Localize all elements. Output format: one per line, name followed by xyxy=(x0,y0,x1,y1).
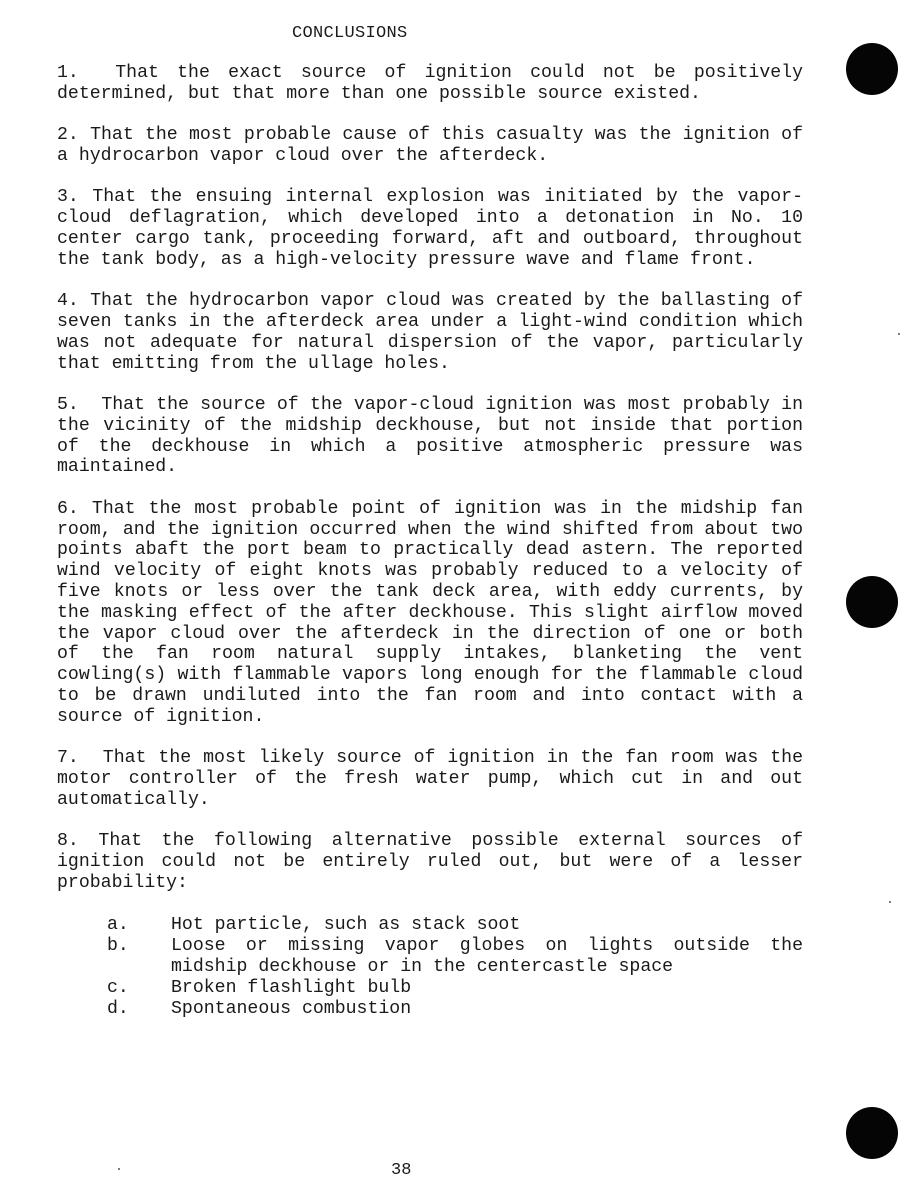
list-item-text: Loose or missing vapor globes on lights outside the midship deckhouse or in the centercastle space xyxy=(171,936,803,978)
page-number: 38 xyxy=(391,1161,412,1180)
binder-hole-top xyxy=(846,43,898,95)
paragraph-number: 6. xyxy=(57,498,79,519)
paragraph-number: 8. xyxy=(57,831,79,852)
list-item-letter: a. xyxy=(107,915,129,936)
conclusion-paragraph-3 xyxy=(57,187,803,270)
list-item-text: Spontaneous combustion xyxy=(171,998,412,1019)
list-item-text: Hot particle, such as stack soot xyxy=(171,915,521,936)
paragraph-text: That the most probable cause of this casualty was the ignition of a hydrocarbon vapor cloud over the afterdeck. xyxy=(57,125,803,166)
paragraph-text: That the most probable point of ignition was in the midship fan room, and the ignition occurred when the wind shifted from about two points abaft the port beam to practically dead astern. The reported wind velocity of eight knots was probably reduced to a velocity of five knots or less over the tank deck area, with eddy currents, by the masking effect of the after deckhouse. This slight airflow moved the vapor cloud over the afterdeck in the direction of one or both of the fan room natural supply intakes, blanketing the vent cowling(s) with flammable vapors long enough for the flammable cloud to be drawn undiluted into the fan room and into contact with a source of ignition. xyxy=(57,498,803,727)
paragraph-number: 1. xyxy=(57,63,79,83)
list-item-letter: c. xyxy=(107,977,129,998)
paragraph-number: 3. xyxy=(57,187,79,208)
binder-hole-bottom xyxy=(846,1107,898,1159)
conclusion-paragraph-7 xyxy=(57,748,803,810)
paragraph-text: That the following alternative possible external sources of ignition could not be entirely ruled out, but were of a lesser probability: xyxy=(57,831,803,893)
paragraph-text: That the most likely source of ignition in the fan room was the motor controller of the fresh water pump, which cut in and out automatically. xyxy=(57,748,803,810)
conclusion-paragraph-2 xyxy=(57,125,803,167)
paragraph-number: 2. xyxy=(57,125,79,146)
page-title: CONCLUSIONS xyxy=(292,24,408,43)
binder-hole-middle xyxy=(846,576,898,628)
scan-speck xyxy=(898,333,900,335)
conclusion-paragraph-6 xyxy=(57,499,803,728)
list-item xyxy=(107,915,803,936)
paragraph-text: That the hydrocarbon vapor cloud was created by the ballasting of seven tanks in the afterdeck area under a light-wind condition which was not adequate for natural dispersion of the vapor, particularly that emitting from the ullage holes. xyxy=(57,291,803,374)
conclusion-paragraph-4 xyxy=(57,291,803,374)
list-item-text: Broken flashlight bulb xyxy=(171,977,412,998)
paragraph-text: That the ensuing internal explosion was initiated by the vapor-cloud deflagration, which developed into a detonation in No. 10 center cargo tank, proceeding forward, aft and outboard, throughout the tank body, as a high-velocity pressure wave and flame front. xyxy=(57,187,803,270)
list-item xyxy=(107,936,803,978)
ignition-sources-list xyxy=(107,915,803,1019)
scan-speck xyxy=(118,1168,120,1170)
paragraph-number: 5. xyxy=(57,394,79,415)
list-item xyxy=(107,999,803,1020)
paragraph-text: That the exact source of ignition could not be positively determined, but that more than one possible source existed. xyxy=(57,63,803,104)
conclusion-paragraph-1 xyxy=(57,63,803,105)
list-item-letter: d. xyxy=(107,998,129,1019)
list-item-letter: b. xyxy=(107,936,129,957)
paragraph-number: 7. xyxy=(57,748,79,769)
scan-speck xyxy=(889,901,891,903)
paragraph-text: That the source of the vapor-cloud ignition was most probably in the vicinity of the midship deckhouse, but not inside that portion of the deckhouse in which a positive atmospheric pressure was maintained. xyxy=(57,394,803,478)
conclusion-paragraph-5 xyxy=(57,395,803,478)
list-item xyxy=(107,978,803,999)
paragraph-number: 4. xyxy=(57,291,79,312)
conclusion-paragraph-8 xyxy=(57,831,803,1019)
conclusions-body xyxy=(57,63,803,1019)
